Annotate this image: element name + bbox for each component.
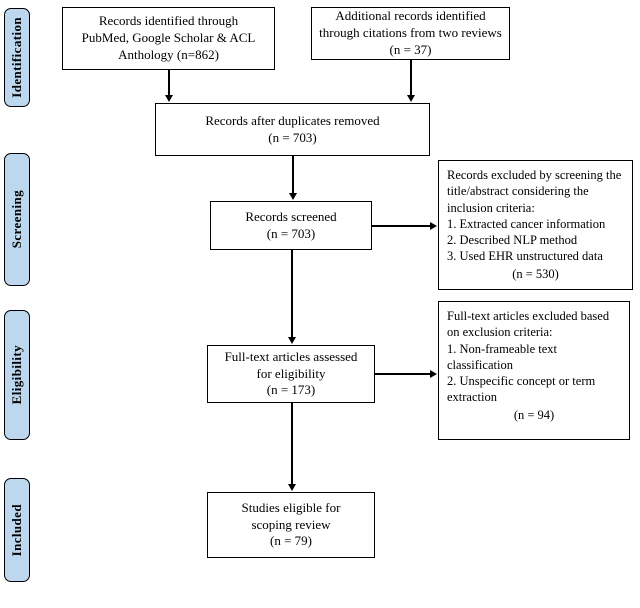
box-additional-records — [311, 7, 510, 60]
stage-label-identification — [4, 8, 30, 107]
box-records-identified-text: Records identified through PubMed, Google Scholar & ACL Anthology (n=862) — [81, 13, 256, 62]
box-records-screened — [210, 201, 372, 250]
stage-label-eligibility — [4, 310, 30, 440]
stage-label-eligibility-text: Eligibility — [9, 345, 24, 405]
arrow-additional-to-duplicates — [410, 60, 412, 96]
box-additional-records-text: Additional records identified through citations from two reviews (n = 37) — [319, 8, 502, 57]
arrow-fulltext-to-eligible — [291, 403, 293, 485]
box-fulltext-assessed — [207, 345, 375, 403]
arrow-identified-to-duplicates — [168, 70, 170, 96]
box-records-excluded — [438, 160, 633, 290]
records-excluded-item-3: 3. Used EHR unstructured data — [447, 249, 603, 264]
fulltext-excluded-item-2: 2. Unspecific concept or term extraction — [447, 374, 596, 405]
box-studies-eligible — [207, 492, 375, 558]
box-studies-eligible-text: Studies eligible for scoping review (n = 79) — [241, 499, 341, 549]
stage-label-screening-text: Screening — [9, 190, 24, 249]
arrow-duplicates-to-screened — [292, 156, 294, 194]
records-excluded-item-2: 2. Described NLP method — [447, 233, 578, 247]
fulltext-excluded-intro: Full-text articles excluded based on exclusion criteria: — [447, 309, 610, 340]
box-fulltext-excluded — [438, 301, 630, 440]
box-duplicates-removed-text: Records after duplicates removed (n = 703) — [205, 112, 380, 145]
stage-label-included-text: Included — [9, 503, 24, 557]
stage-label-screening — [4, 153, 30, 286]
fulltext-excluded-count: (n = 94) — [513, 407, 555, 422]
box-fulltext-assessed-text: Full-text articles assessed for eligibility (n = 173) — [224, 348, 358, 398]
box-duplicates-removed — [155, 103, 430, 156]
arrow-fulltext-to-excluded — [375, 373, 431, 375]
records-excluded-item-1: 1. Extracted cancer information — [447, 216, 606, 231]
records-excluded-intro: Records excluded by screening the title/abstract considering the inclusion criteria: — [447, 168, 622, 215]
arrow-screened-to-excluded — [372, 225, 431, 227]
box-records-identified — [62, 7, 275, 70]
fulltext-excluded-item-1: 1. Non-frameable text classification — [447, 341, 558, 372]
box-records-screened-text: Records screened (n = 703) — [245, 208, 337, 241]
stage-label-identification-text: Identification — [9, 17, 24, 98]
records-excluded-count: (n = 530) — [512, 266, 559, 281]
stage-label-included — [4, 478, 30, 582]
arrow-screened-to-fulltext — [291, 250, 293, 338]
